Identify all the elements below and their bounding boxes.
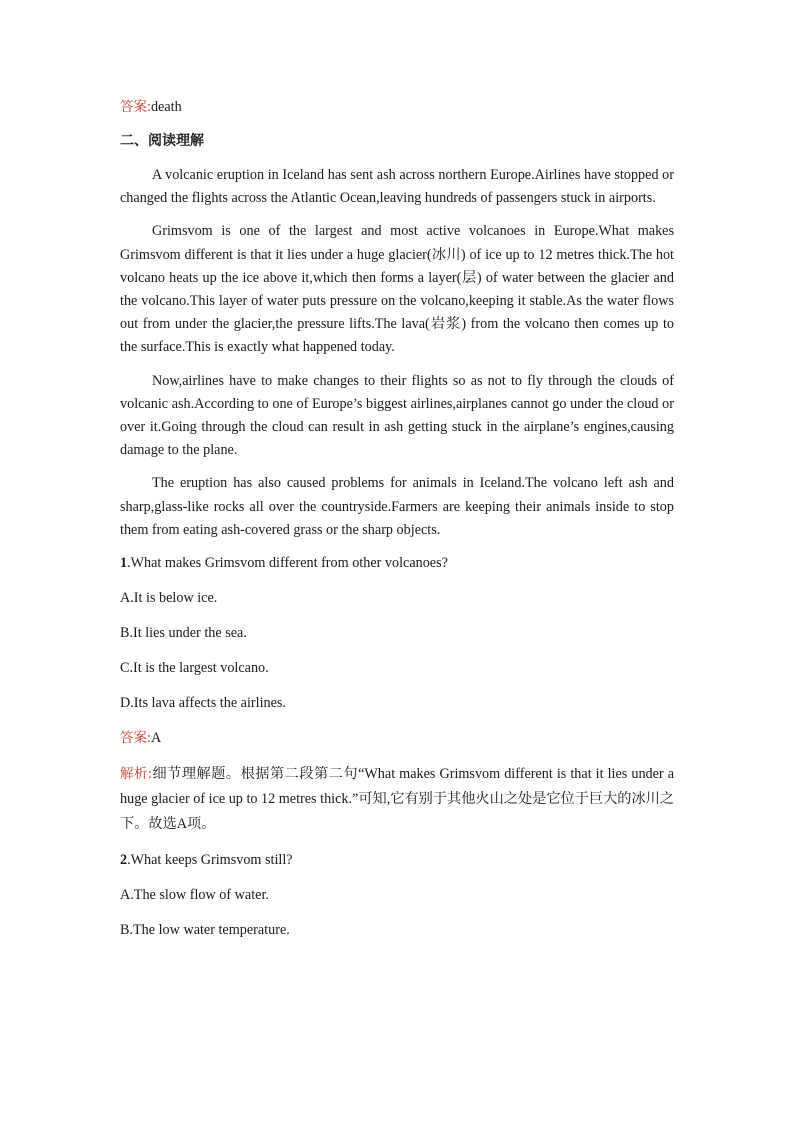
question-text: .What keeps Grimsvom still?	[127, 852, 293, 869]
answer-separator: :	[147, 99, 151, 115]
q1-option-d: D.Its lava affects the airlines.	[120, 695, 286, 712]
answer-value: A	[150, 730, 162, 747]
passage-paragraph-1: A volcanic eruption in Iceland has sent ash across northern Europe.Airlines have stopped or changed the flights across the Atlantic Ocean,leaving hundreds of passengers stuck in airports.	[120, 167, 674, 207]
analysis-separator: :	[148, 766, 152, 783]
document-content	[120, 96, 674, 954]
analysis-label: 解析	[120, 766, 149, 783]
q2-option-b: B.The low water temperature.	[120, 922, 290, 939]
question-text: .What makes Grimsvom different from other volcanoes?	[127, 555, 448, 572]
question-2	[120, 849, 674, 871]
analysis-text: 细节理解题。根据第二段第二句“What makes Grimsvom different is that it lies under a huge glacier of ice up to 12 metres thick.”可知,它有别于其他火山之处是它位于巨大的冰川之下。故选A项。	[120, 766, 675, 833]
question-1	[120, 552, 674, 574]
passage-paragraph-2: Grimsvom is one of the largest and most active volcanoes in Europe.What makes Grimsvom different is that it lies under a huge glacier(冰川) of ice up to 12 metres thick.The hot volcano heats up the ice above it,which then forms a layer(层) of water between the glacier and the volcano.This layer of water puts pressure on the volcano,keeping it stable.As the water flows out from under the glacier,the pressure lifts.The lava(岩浆) from the volcano then comes up to the surface.This is exactly what happened today.	[120, 223, 674, 356]
answer-separator: :	[147, 730, 151, 747]
q1-option-a: A.It is below ice.	[120, 590, 218, 607]
passage-paragraph-4: The eruption has also caused problems for animals in Iceland.The volcano left ash and sharp,glass-like rocks all over the countryside.Farmers are keeping their animals inside to stop them from eating ash-covered grass or the sharp objects.	[120, 475, 674, 538]
q2-option-a: A.The slow flow of water.	[120, 887, 269, 904]
q1-analysis	[120, 762, 674, 837]
answer-label: 答案	[120, 730, 147, 747]
q1-answer	[120, 727, 674, 749]
passage-paragraph-3: Now,airlines have to make changes to their flights so as not to fly through the clouds of volcanic ash.According to one of Europe’s biggest airlines,airplanes cannot go under the cloud or over it.Going through the cloud can result in ash getting stuck in the airplane’s engines,causing damage to the plane.	[120, 372, 674, 459]
answer-label: 答案	[120, 99, 147, 115]
q1-option-c: C.It is the largest volcano.	[120, 660, 269, 677]
question-number: 2	[120, 852, 128, 869]
question-number: 1	[120, 555, 128, 572]
previous-answer	[120, 96, 674, 118]
q1-option-b: B.It lies under the sea.	[120, 625, 247, 642]
section-heading: 二、阅读理解	[120, 133, 204, 149]
answer-value: death	[150, 99, 182, 115]
